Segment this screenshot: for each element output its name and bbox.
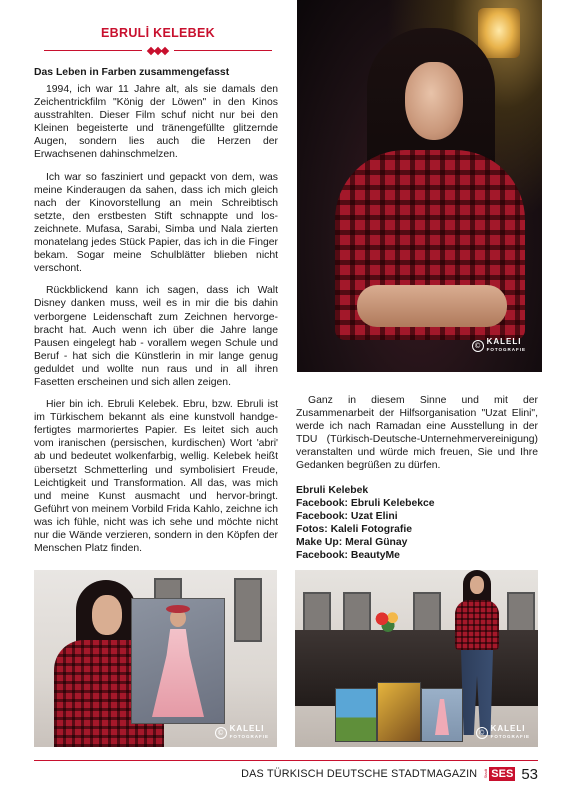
- footer: [34, 764, 538, 784]
- artist-with-painting-photo: [34, 570, 277, 747]
- painting-landscape: [335, 688, 377, 742]
- paragraph-2: Ich war so fasziniert und gepackt von dem, was meine Kinderaugen da sahen, dass ich mich gleich nach der Kinovorstellung an mein Schreibtisch setzte, den erstbesten Stift schnappte und los-zeichnete. Mufasa, Sarabi, Simba und Nala zierten monatelang jedes Stück Papier, das ich in die Finger bekam. Sogar meine Schulblätter blieben nicht verschont.: [34, 171, 278, 275]
- footer-rule: [34, 760, 538, 761]
- flowers: [373, 610, 403, 632]
- article-title: EBRULİ KELEBEK: [101, 26, 215, 40]
- artist-with-paintings-photo: [295, 570, 538, 747]
- credit-line: Fotos: Kaleli Fotografie: [296, 524, 413, 535]
- page-number: 53: [521, 765, 538, 783]
- article-subtitle: Das Leben in Farben zusammengefasst: [34, 67, 230, 78]
- credit-line: Make Up: Meral Günay: [296, 537, 408, 548]
- kaleli-logo: © KALELI FOTOGRAFIE: [215, 725, 269, 741]
- left-column: [34, 83, 278, 555]
- paragraph-1: 1994, ich war 11 Jahre alt, als sie damals den Zeichentrickfilm "König der Löwen" in den Kinos ausstrahlten. Dieser Film schuf nicht nur bei den Kleinen begeisterte und tränengefüllte glitzernde Augen, sondern lies auch die Herzen der Erwachsenen dahinschmelzen.: [34, 84, 278, 161]
- paragraph-5: Ganz in diesem Sinne und mit der Zusammenarbeit der Hilfsorganisation "Uzat Elini", werde ich nach Ramadan eine Ausstellung in der TDU (Türkisch-Deutsche-Unternehmervereinigung) veranstalten und würde mich freuen, Sie und Ihre Gedanken begrüßen zu dürfen.: [296, 395, 538, 472]
- credits: [296, 484, 538, 562]
- paragraph-3: Rückblickend kann ich sagen, dass ich Walt Disney danken muss, weil es in mir die bis dahin verborgene Leidenschaft zum Zeichnen hervorge-bracht hat. Auch wenn ich über die Jahre lange Pausen eingelegt hab - vorallem wegen Schule und Beruf - hat sich die Künstlerin in mir lange genug geduldet und wollte nun raus und in all ihren Fasetten erscheinen und sich allen zeigen.: [34, 285, 278, 388]
- credit-line: Facebook: BeautyMe: [296, 550, 400, 561]
- credit-line: Facebook: Ebruli Kelebekce: [296, 498, 435, 509]
- painting-dress: [131, 598, 225, 724]
- painting-dress-small: [421, 688, 463, 742]
- painting-woman: [377, 682, 421, 742]
- kaleli-logo: © KALELI FOTOGRAFIE: [472, 338, 526, 354]
- paragraph-4: Hier bin ich. Ebruli Kelebek. Ebru, bzw. Ebruli ist im Türkischem bekannt als eine kunstvoll handge-fertigtes marmoriertes Papier. Es leitet sich auch vom iranischen (persischen, kurdischen) Wort 'abri' ab und bedeutet wolkenfarbig, wellig. Kelebek heißt übersetzt Schmetterling und symbolisiert Freude, Leichtigkeit und Transformation. All das, was mich und meine Kunst ausmacht und hervor-bringt. Geführt von meinem Vorbild Frida Kahlo, zeichne ich was ich fühle, nicht was ich sehe und möchte nicht nur die Wände verzieren, sondern in den Köpfen der Menschen Platz finden.: [34, 399, 278, 555]
- magazine-name: DAS TÜRKISCH DEUTSCHE STADTMAGAZIN: [241, 768, 478, 780]
- lamp: [478, 8, 520, 58]
- title-ornament: [44, 46, 272, 56]
- right-column: [296, 394, 538, 473]
- credit-line: Facebook: Uzat Elini: [296, 511, 398, 522]
- portrait-photo: [297, 0, 542, 372]
- stadtses-logo: Stadt SES: [483, 768, 514, 780]
- kaleli-logo: © KALELI FOTOGRAFIE: [476, 725, 530, 741]
- credit-line: Ebruli Kelebek: [296, 485, 369, 496]
